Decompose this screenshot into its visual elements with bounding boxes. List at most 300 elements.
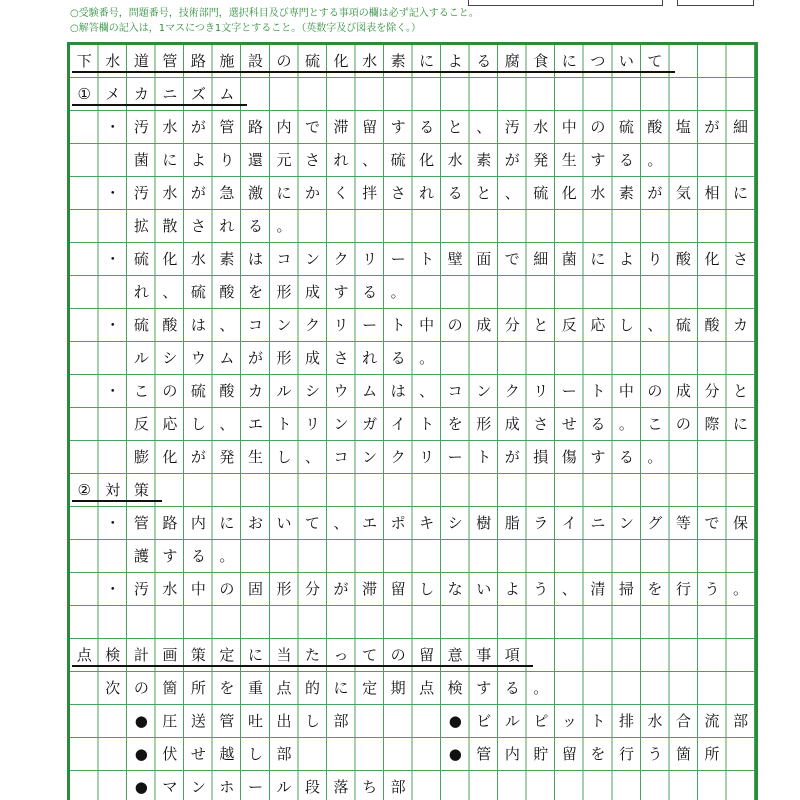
grid-char: 点 (276, 679, 292, 697)
grid-char: こ (647, 415, 663, 433)
grid-char: 清 (590, 580, 606, 598)
grid-char: 策 (133, 481, 149, 499)
grid-char: 。 (533, 679, 549, 697)
grid-char: 壁 (447, 250, 463, 268)
grid-char: 酸 (219, 283, 235, 301)
grid-char: を (219, 679, 235, 697)
grid-char: ニ (590, 514, 606, 532)
grid-char: 中 (618, 382, 634, 400)
grid-char: 下 (76, 52, 92, 70)
grid-char: と (476, 184, 492, 202)
grid-char: 分 (704, 382, 720, 400)
inspection-item (127, 738, 298, 770)
grid-char: 的 (305, 679, 321, 697)
grid-char: 期 (390, 679, 406, 697)
answer-row (70, 408, 755, 441)
grid-char: の (675, 415, 691, 433)
grid-char: 。 (647, 151, 663, 169)
grid-char: 合 (676, 712, 692, 730)
grid-char: ② (77, 481, 91, 499)
grid-char: カ (133, 85, 149, 103)
countermeasure-line (99, 507, 755, 539)
grid-char: す (333, 283, 349, 301)
grid-char: 汚 (133, 184, 149, 202)
grid-char: 脂 (504, 514, 520, 532)
grid-char: 送 (190, 712, 206, 730)
grid-char: 成 (675, 382, 691, 400)
grid-char: メ (105, 85, 121, 103)
grid-char: カ (732, 316, 748, 334)
grid-char: リ (419, 448, 435, 466)
grid-char: さ (390, 184, 406, 202)
grid-char: の (647, 382, 663, 400)
grid-char: せ (190, 745, 206, 763)
grid-char: が (333, 580, 349, 598)
answer-row (70, 771, 755, 800)
answer-row (70, 375, 755, 408)
grid-char: 滞 (362, 580, 378, 598)
answer-row (70, 738, 755, 771)
grid-char: の (276, 52, 292, 70)
grid-char: 酸 (162, 316, 178, 334)
mechanism-line (127, 441, 669, 473)
grid-char: 成 (305, 283, 321, 301)
grid-char: ン (362, 448, 378, 466)
grid-char: 項 (504, 646, 520, 664)
mechanism-line (99, 375, 755, 407)
grid-char: 反 (561, 316, 577, 334)
mechanism-line (127, 408, 755, 440)
grid-char: 対 (105, 481, 121, 499)
grid-char: 内 (190, 514, 206, 532)
grid-char: ウ (333, 382, 349, 400)
grid-char: 箇 (162, 679, 178, 697)
grid-char: ル (276, 778, 292, 796)
grid-char: 汚 (504, 118, 520, 136)
grid-char: 散 (162, 217, 178, 235)
grid-char: マ (162, 778, 178, 796)
answer-row (70, 210, 755, 243)
grid-char: 水 (105, 52, 121, 70)
grid-char: リ (333, 316, 349, 334)
grid-char: 行 (618, 745, 634, 763)
mechanism-line (99, 309, 755, 341)
grid-char: ー (247, 778, 263, 796)
grid-char: ホ (219, 778, 235, 796)
grid-char: れ (362, 349, 378, 367)
grid-char: 化 (333, 52, 349, 70)
grid-char: に (162, 151, 178, 169)
grid-char: ・ (105, 250, 121, 268)
grid-char: ト (276, 415, 292, 433)
grid-char: ち (362, 778, 378, 796)
grid-char: コ (447, 382, 463, 400)
grid-char: ン (276, 316, 292, 334)
grid-char: 菌 (133, 151, 149, 169)
grid-char: 当 (276, 646, 292, 664)
grid-char: 内 (504, 745, 520, 763)
grid-char: を (447, 415, 463, 433)
grid-char: 。 (647, 448, 663, 466)
header-field-box (468, 0, 663, 6)
grid-char: 水 (190, 250, 206, 268)
grid-char: イ (561, 514, 577, 532)
grid-char: 傷 (561, 448, 577, 466)
grid-char: 点 (76, 646, 92, 664)
grid-char: い (618, 52, 634, 70)
grid-char: 所 (704, 745, 720, 763)
grid-char: 応 (162, 415, 178, 433)
grid-char: 酸 (647, 118, 663, 136)
grid-char: 酸 (219, 382, 235, 400)
grid-char: 化 (162, 448, 178, 466)
grid-char: す (476, 679, 492, 697)
grid-char: 中 (190, 580, 206, 598)
grid-char: よ (447, 52, 463, 70)
grid-char: し (419, 580, 435, 598)
grid-char: 硫 (190, 283, 206, 301)
grid-char: 路 (247, 118, 263, 136)
grid-char: 部 (733, 712, 749, 730)
grid-char: ● (134, 778, 148, 796)
grid-char: 形 (276, 580, 292, 598)
grid-char: 護 (133, 547, 149, 565)
grid-char: 設 (247, 52, 263, 70)
grid-char: 硫 (133, 316, 149, 334)
mechanism-line (127, 342, 441, 374)
grid-char: イ (390, 415, 406, 433)
grid-char: で (504, 250, 520, 268)
answer-row (70, 540, 755, 573)
grid-char: 掃 (618, 580, 634, 598)
grid-char: 留 (390, 580, 406, 598)
grid-char: 出 (276, 712, 292, 730)
grid-char: て (362, 646, 378, 664)
grid-char: さ (333, 349, 349, 367)
answer-sheet-grid (67, 42, 758, 800)
grid-char: な (447, 580, 463, 598)
grid-char: ト (390, 316, 406, 334)
grid-char: た (305, 646, 321, 664)
grid-char: 部 (333, 712, 349, 730)
grid-char: っ (333, 646, 349, 664)
grid-char: 保 (732, 514, 748, 532)
grid-char: に (590, 250, 606, 268)
grid-char: 箇 (676, 745, 692, 763)
grid-char: ッ (561, 712, 577, 730)
grid-char: カ (247, 382, 263, 400)
answer-row (70, 276, 755, 309)
grid-char: 道 (133, 52, 149, 70)
grid-char: す (162, 547, 178, 565)
grid-char: ● (134, 745, 148, 763)
grid-char: し (247, 745, 263, 763)
grid-char: 管 (162, 52, 178, 70)
answer-row (70, 309, 755, 342)
grid-char: ク (390, 448, 406, 466)
grid-char: コ (276, 250, 292, 268)
grid-char: 水 (590, 184, 606, 202)
grid-char: り (219, 151, 235, 169)
grid-char: 化 (162, 250, 178, 268)
grid-char: ウ (190, 349, 206, 367)
grid-char: で (704, 514, 720, 532)
grid-char: 部 (390, 778, 406, 796)
grid-char: と (447, 118, 463, 136)
grid-char: れ (419, 184, 435, 202)
grid-char: い (276, 514, 292, 532)
grid-char: す (590, 151, 606, 169)
grid-char: ク (305, 316, 321, 334)
grid-char: 樹 (476, 514, 492, 532)
grid-char: 行 (675, 580, 691, 598)
grid-char: 。 (219, 547, 235, 565)
grid-char: う (704, 580, 720, 598)
grid-char: シ (162, 349, 178, 367)
grid-char: る (390, 349, 406, 367)
grid-char: 成 (504, 415, 520, 433)
grid-char: を (647, 580, 663, 598)
grid-char: コ (333, 448, 349, 466)
grid-char: 汚 (133, 118, 149, 136)
answer-row (70, 144, 755, 177)
grid-char: 分 (305, 580, 321, 598)
answer-row (70, 441, 755, 474)
grid-char: 際 (704, 415, 720, 433)
grid-char: リ (533, 382, 549, 400)
section-heading-inspection (70, 639, 527, 671)
answer-row (70, 474, 755, 507)
grid-char: し (305, 712, 321, 730)
grid-char: の (133, 679, 149, 697)
grid-char: 生 (247, 448, 263, 466)
grid-char: 中 (561, 118, 577, 136)
grid-char: シ (447, 514, 463, 532)
grid-char: ン (618, 514, 634, 532)
grid-char: 化 (419, 151, 435, 169)
grid-char: が (504, 151, 520, 169)
grid-char: 、 (419, 382, 435, 400)
grid-char: の (219, 580, 235, 598)
grid-char: か (305, 184, 321, 202)
grid-char: 生 (561, 151, 577, 169)
grid-char: ズ (190, 85, 206, 103)
grid-char: ト (476, 448, 492, 466)
grid-char: 水 (533, 118, 549, 136)
grid-char: る (618, 448, 634, 466)
grid-char: 、 (362, 151, 378, 169)
grid-char: を (590, 745, 606, 763)
grid-char: 、 (219, 415, 235, 433)
grid-char: 部 (276, 745, 292, 763)
grid-char: 激 (247, 184, 263, 202)
grid-char: 急 (219, 184, 235, 202)
grid-char: 水 (647, 712, 663, 730)
grid-char: 吐 (247, 712, 263, 730)
grid-char: ク (333, 250, 349, 268)
grid-char: 管 (219, 712, 235, 730)
grid-char: う (647, 745, 663, 763)
grid-char: 策 (190, 646, 206, 664)
grid-char: ビ (476, 712, 492, 730)
grid-char: 滞 (333, 118, 349, 136)
grid-char: 、 (219, 316, 235, 334)
grid-char: し (618, 316, 634, 334)
grid-char: い (476, 580, 492, 598)
grid-char: 還 (247, 151, 263, 169)
mechanism-line (99, 177, 755, 209)
grid-char: 定 (219, 646, 235, 664)
answer-row (70, 177, 755, 210)
instruction-note-1: ○受験番号，問題番号，技術部門，選択科目及び専門とする事項の欄は必ず記入すること。 (70, 8, 479, 19)
grid-char: 流 (704, 712, 720, 730)
grid-char: る (419, 118, 435, 136)
grid-char: 膨 (133, 448, 149, 466)
grid-char: 塩 (675, 118, 691, 136)
grid-char: 気 (675, 184, 691, 202)
grid-char: エ (247, 415, 263, 433)
grid-char: れ (133, 283, 149, 301)
grid-char: 硫 (305, 52, 321, 70)
grid-char: 定 (362, 679, 378, 697)
grid-char: 意 (447, 646, 463, 664)
grid-char: に (732, 415, 748, 433)
grid-char: 素 (618, 184, 634, 202)
answer-row (70, 639, 755, 672)
grid-char: 元 (276, 151, 292, 169)
grid-char: は (247, 250, 263, 268)
grid-char: は (190, 316, 206, 334)
grid-char: 腐 (504, 52, 520, 70)
section-heading-countermeasures (70, 474, 156, 506)
grid-char: 重 (247, 679, 263, 697)
grid-char: ● (134, 712, 148, 730)
grid-char: に (732, 184, 748, 202)
grid-char: ー (362, 316, 378, 334)
grid-char: ト (590, 712, 606, 730)
section-heading-mechanism (70, 78, 241, 110)
grid-char: の (390, 646, 406, 664)
grid-char: の (447, 316, 463, 334)
grid-char: エ (362, 514, 378, 532)
grid-char: に (561, 52, 577, 70)
answer-row-empty (70, 606, 755, 639)
inspection-intro (99, 672, 556, 704)
grid-char: 路 (162, 514, 178, 532)
grid-char: る (362, 283, 378, 301)
grid-char: 、 (162, 283, 178, 301)
grid-char: す (390, 118, 406, 136)
grid-char: 食 (533, 52, 549, 70)
instruction-note-2: ○解答欄の記入は，1マスにつき1文字とすること。（英数字及び図表を除く。） (70, 23, 422, 34)
grid-char: に (333, 679, 349, 697)
grid-char: 拌 (362, 184, 378, 202)
grid-char: 硫 (618, 118, 634, 136)
grid-char: 応 (590, 316, 606, 334)
grid-char: ・ (105, 514, 121, 532)
grid-char: 。 (276, 217, 292, 235)
mechanism-line (99, 243, 755, 275)
grid-char: ー (390, 250, 406, 268)
grid-char: 点 (419, 679, 435, 697)
grid-char: 硫 (675, 316, 691, 334)
grid-char: さ (305, 151, 321, 169)
grid-char: ク (504, 382, 520, 400)
grid-char: 段 (305, 778, 321, 796)
grid-char: 固 (247, 580, 263, 598)
grid-char: 。 (732, 580, 748, 598)
mechanism-line (127, 144, 669, 176)
grid-char: 検 (105, 646, 121, 664)
grid-char: 画 (162, 646, 178, 664)
grid-char: 管 (133, 514, 149, 532)
grid-char: 、 (647, 316, 663, 334)
grid-char: ン (190, 778, 206, 796)
grid-char: 貯 (533, 745, 549, 763)
header-field-box (677, 0, 754, 6)
grid-char: 形 (476, 415, 492, 433)
grid-char: お (247, 514, 263, 532)
grid-char: る (504, 679, 520, 697)
grid-char: ム (219, 85, 235, 103)
grid-char: く (333, 184, 349, 202)
grid-char: 拡 (133, 217, 149, 235)
grid-char: ト (419, 250, 435, 268)
grid-char: 留 (419, 646, 435, 664)
grid-char: 硫 (133, 250, 149, 268)
grid-char: が (190, 118, 206, 136)
grid-char: 圧 (162, 712, 178, 730)
grid-char: 発 (219, 448, 235, 466)
grid-char: 。 (419, 349, 435, 367)
grid-char: 素 (390, 52, 406, 70)
grid-char: 管 (476, 745, 492, 763)
grid-char: ・ (105, 184, 121, 202)
grid-char: て (647, 52, 663, 70)
grid-char: せ (561, 415, 577, 433)
grid-char: 事 (476, 646, 492, 664)
grid-char: に (247, 646, 263, 664)
grid-char: 硫 (190, 382, 206, 400)
grid-char: よ (190, 151, 206, 169)
grid-char: 反 (133, 415, 149, 433)
grid-char: 管 (219, 118, 235, 136)
grid-char: 水 (362, 52, 378, 70)
grid-char: 次 (105, 679, 121, 697)
grid-char: と (533, 316, 549, 334)
grid-char: で (305, 118, 321, 136)
grid-char: り (647, 250, 663, 268)
grid-char: が (704, 118, 720, 136)
grid-char: 分 (504, 316, 520, 334)
grid-char: が (190, 184, 206, 202)
grid-char: 酸 (675, 250, 691, 268)
grid-char: 菌 (561, 250, 577, 268)
grid-char: よ (504, 580, 520, 598)
grid-char: 水 (447, 151, 463, 169)
grid-char: 硫 (390, 151, 406, 169)
grid-char: が (190, 448, 206, 466)
mechanism-line (127, 276, 412, 308)
grid-char: さ (190, 217, 206, 235)
answer-title (70, 45, 669, 77)
grid-char: れ (333, 151, 349, 169)
grid-char: ル (276, 382, 292, 400)
grid-char: を (247, 283, 263, 301)
grid-char: 水 (162, 184, 178, 202)
grid-char: の (590, 118, 606, 136)
grid-char: よ (618, 250, 634, 268)
